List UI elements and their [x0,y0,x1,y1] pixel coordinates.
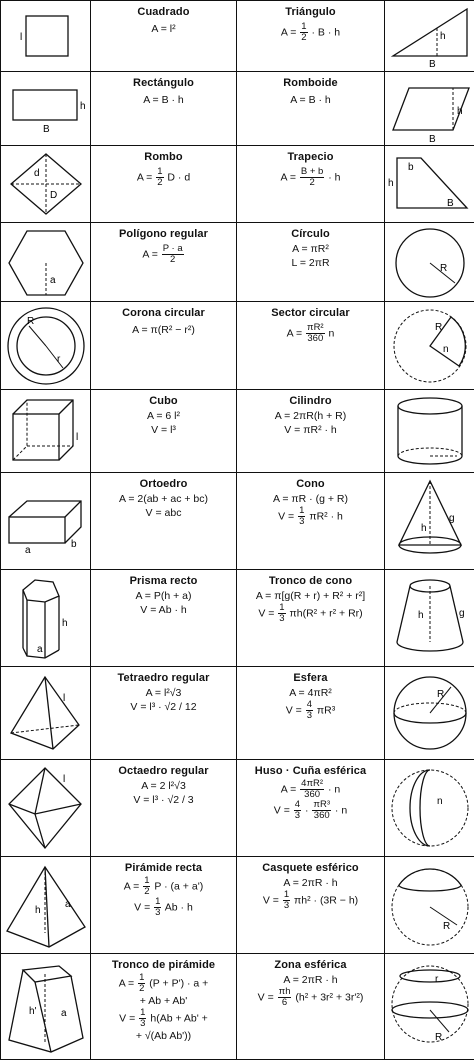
formula [237,167,384,188]
svg-text:h: h [80,101,86,112]
formula-line: A = 2πR(h + R) [237,409,384,423]
shape-name: Cubo [91,395,236,407]
formula [91,22,236,36]
formula-cell-left [91,223,237,302]
sphere-icon [385,667,474,759]
figure-cell-left [1,857,91,954]
shape-name: Polígono regular [91,228,236,240]
formula-line: V = l³ · √2 / 12 [91,700,236,714]
shape-name: Corona circular [91,307,236,319]
formula [237,779,384,821]
formula-line: A = 2 l²√3 [91,779,236,793]
svg-text:l: l [63,693,65,704]
svg-text:h: h [388,178,394,189]
frustum-pyramid-icon [1,954,91,1059]
formula-cell-right [237,223,385,302]
formula-row [1,857,474,954]
shape-name: Ortoedro [91,478,236,490]
formula-row [1,302,474,390]
shape-name: Octaedro regular [91,765,236,777]
formula-line: V = Ab · h [91,603,236,617]
svg-text:h': h' [29,1006,37,1017]
formula [237,409,384,437]
spherical-cap-icon [385,857,474,953]
formula [91,492,236,520]
svg-text:g: g [459,608,465,619]
formula-cell-right [237,72,385,146]
formula [91,323,236,337]
frustum-cone-icon [385,570,474,666]
formula-line: V = $\frac{1}{3}$ h(Ab + Ab' + [91,1008,236,1029]
formula-cell-left [91,1,237,72]
parallelogram-icon [385,72,474,145]
svg-text:h: h [440,31,446,42]
figure-cell-left [1,302,91,390]
cube-icon [1,390,91,472]
svg-text:B: B [429,134,436,145]
formula-line: A = $\frac{1}{2}$ D · d [91,167,236,188]
square-icon [1,1,91,71]
formula [91,686,236,714]
cuboid-icon [1,473,91,569]
formula [237,492,384,527]
svg-text:h: h [418,610,424,621]
formula-row [1,760,474,857]
formula-line: A = 6 l² [91,409,236,423]
figure-cell-left [1,760,91,857]
svg-text:a: a [50,275,56,286]
shape-name: Esfera [237,672,384,684]
formula-line: V = $\frac{1}{3}$ πh² · (3R − h) [237,890,384,911]
formula-line: A = l² [91,22,236,36]
figure-cell-right [385,1,474,72]
figure-cell-right [385,146,474,223]
svg-text:h: h [421,523,427,534]
figure-cell-left [1,570,91,667]
formula-row [1,473,474,570]
svg-text:B: B [43,124,50,135]
shape-name: Rombo [91,151,236,163]
figure-cell-right [385,954,474,1060]
svg-text:B: B [447,198,454,209]
figure-cell-right [385,570,474,667]
formula-row [1,570,474,667]
formula-line: A = π(R² − r²) [91,323,236,337]
shape-name: Romboide [237,77,384,89]
svg-text:R: R [437,689,444,700]
svg-text:R: R [435,1032,442,1043]
svg-text:d: d [34,168,40,179]
svg-text:h: h [35,905,41,916]
formula-line: V = πR² · h [237,423,384,437]
svg-text:r: r [57,354,61,365]
formula [91,244,236,265]
formula [237,93,384,107]
formula-line: V = $\frac{4}{3}$ · $\frac{\text{πR³}}{360}$ · n [237,800,384,821]
formula-cell-left [91,473,237,570]
figure-cell-right [385,223,474,302]
figure-cell-left [1,72,91,146]
shape-name: Casquete esférico [237,862,384,874]
formula-line: A = πR · (g + R) [237,492,384,506]
figure-cell-right [385,857,474,954]
formula-row [1,72,474,146]
formula-row [1,390,474,473]
svg-text:n: n [443,344,449,355]
triangle-icon [385,1,474,71]
formula-line: A = l²√3 [91,686,236,700]
formula-line: A = $\frac{1}{2}$ P · (a + a') [91,876,236,897]
formula-row [1,223,474,302]
formula-line: A = B · h [91,93,236,107]
shape-name: Rectángulo [91,77,236,89]
figure-cell-right [385,667,474,760]
rhombus-icon [1,146,91,222]
svg-text:l: l [63,774,65,785]
cone-icon [385,473,474,569]
svg-text:R: R [27,316,34,327]
formula-line: A = $\frac{B + b}{2}$ · h [237,167,384,188]
formula-line: + √(Ab Ab')) [91,1029,236,1043]
formula-line: V = l³ [91,423,236,437]
shape-name: Cono [237,478,384,490]
formula-line: A = 4πR² [237,686,384,700]
figure-cell-left [1,667,91,760]
svg-text:l: l [20,32,22,43]
figure-cell-right [385,72,474,146]
svg-text:h: h [457,106,463,117]
shape-name: Zona esférica [237,959,384,971]
formula [237,22,384,43]
formula-cell-left [91,302,237,390]
formula-cell-right [237,760,385,857]
formula [237,973,384,1008]
formula-cell-right [237,390,385,473]
svg-text:B: B [429,59,436,70]
shape-name: Tronco de cono [237,575,384,587]
formula [91,589,236,617]
formula-cell-right [237,857,385,954]
formula [91,409,236,437]
formula-cell-left [91,857,237,954]
formula-cell-left [91,570,237,667]
prism-icon [1,570,91,666]
shape-name: Cuadrado [91,6,236,18]
svg-text:a: a [25,545,31,556]
formula-row [1,146,474,223]
formula [91,779,236,807]
figure-cell-left [1,223,91,302]
sector-icon [385,302,474,389]
svg-text:D: D [50,190,57,201]
formula-line: V = $\frac{4}{3}$ πR³ [237,700,384,721]
shape-name: Trapecio [237,151,384,163]
formula-line: A = P(h + a) [91,589,236,603]
formula-line: A = B · h [237,93,384,107]
formula-cell-right [237,146,385,223]
formula-cell-left [91,146,237,223]
formula-line: V = abc [91,506,236,520]
shape-name: Triángulo [237,6,384,18]
formula-line: + Ab + Ab' [91,994,236,1008]
cylinder-icon [385,390,474,472]
tetrahedron-icon [1,667,91,759]
octahedron-icon [1,760,91,856]
figure-cell-left [1,954,91,1060]
formula-cell-left [91,667,237,760]
formula [91,876,236,918]
formula [237,686,384,721]
formula-line: A = 2(ab + ac + bc) [91,492,236,506]
formula-line: L = 2πR [237,256,384,270]
formula-line: V = l³ · √2 / 3 [91,793,236,807]
svg-text:b: b [71,539,77,550]
formula-cell-left [91,72,237,146]
figure-cell-right [385,760,474,857]
formula-cell-left [91,954,237,1060]
formula-cell-right [237,302,385,390]
formula [237,589,384,624]
formula-line: A = $\frac{\text{πR²}}{360}$ n [237,323,384,344]
svg-text:a: a [65,899,71,910]
formula-row [1,1,474,72]
figure-cell-right [385,473,474,570]
svg-text:R: R [443,921,450,932]
shape-name: Pirámide recta [91,862,236,874]
svg-text:r: r [435,974,439,985]
formula-cell-left [91,760,237,857]
hexagon-icon [1,223,91,301]
formula-line: A = $\frac{\text{4πR²}}{360}$ · n [237,779,384,800]
pyramid-icon [1,857,91,953]
trapezoid-icon [385,146,474,222]
figure-cell-left [1,473,91,570]
figure-cell-left [1,390,91,473]
formula-cell-right [237,473,385,570]
annulus-icon [1,302,91,389]
formula-line: V = $\frac{1}{3}$ πh(R² + r² + Rr) [237,603,384,624]
formula-row [1,667,474,760]
circle-icon [385,223,474,301]
figure-cell-right [385,302,474,390]
formula-line: V = $\frac{1}{3}$ Ab · h [91,897,236,918]
formula [91,973,236,1043]
shape-name: Prisma recto [91,575,236,587]
formula [237,876,384,911]
shape-name: Tronco de pirámide [91,959,236,971]
formula [237,323,384,344]
svg-text:R: R [435,322,442,333]
svg-text:R: R [440,263,447,274]
formula-cell-left [91,390,237,473]
formula-cell-right [237,667,385,760]
formula-line: A = $\frac{1}{2}$ (P + P') · a + [91,973,236,994]
formula-line: V = $\frac{1}{3}$ πR² · h [237,506,384,527]
figure-cell-right [385,390,474,473]
shape-name: Círculo [237,228,384,240]
formula-row [1,954,474,1060]
formula-line: A = πR² [237,242,384,256]
svg-text:a: a [61,1008,67,1019]
formula-line: A = π[g(R + r) + R² + r²] [237,589,384,603]
svg-text:g: g [449,513,455,524]
formula-cell-right [237,1,385,72]
shape-name: Sector circular [237,307,384,319]
formula-line: A = 2πR · h [237,973,384,987]
svg-text:b: b [408,162,414,173]
shape-name: Huso · Cuña esférica [237,765,384,777]
spherical-wedge-icon [385,760,474,856]
formula [237,242,384,270]
shape-name: Cilindro [237,395,384,407]
formula-cell-right [237,954,385,1060]
formula [91,167,236,188]
svg-text:n: n [437,796,443,807]
figure-cell-left [1,1,91,72]
formula-line: A = 2πR · h [237,876,384,890]
shape-name: Tetraedro regular [91,672,236,684]
formula [91,93,236,107]
spherical-zone-icon [385,954,474,1059]
formula-line: A = $\frac{1}{2}$ · B · h [237,22,384,43]
svg-text:h: h [62,618,68,629]
svg-text:a: a [37,644,43,655]
rectangle-icon [1,72,91,145]
formula-cell-right [237,570,385,667]
formula-line: A = $\frac{P \cdot a}{2}$ [91,244,236,265]
figure-cell-left [1,146,91,223]
svg-text:l: l [76,432,78,443]
formula-line: V = $\frac{\pi h}{6}$ (h² + 3r² + 3r'²) [237,987,384,1008]
